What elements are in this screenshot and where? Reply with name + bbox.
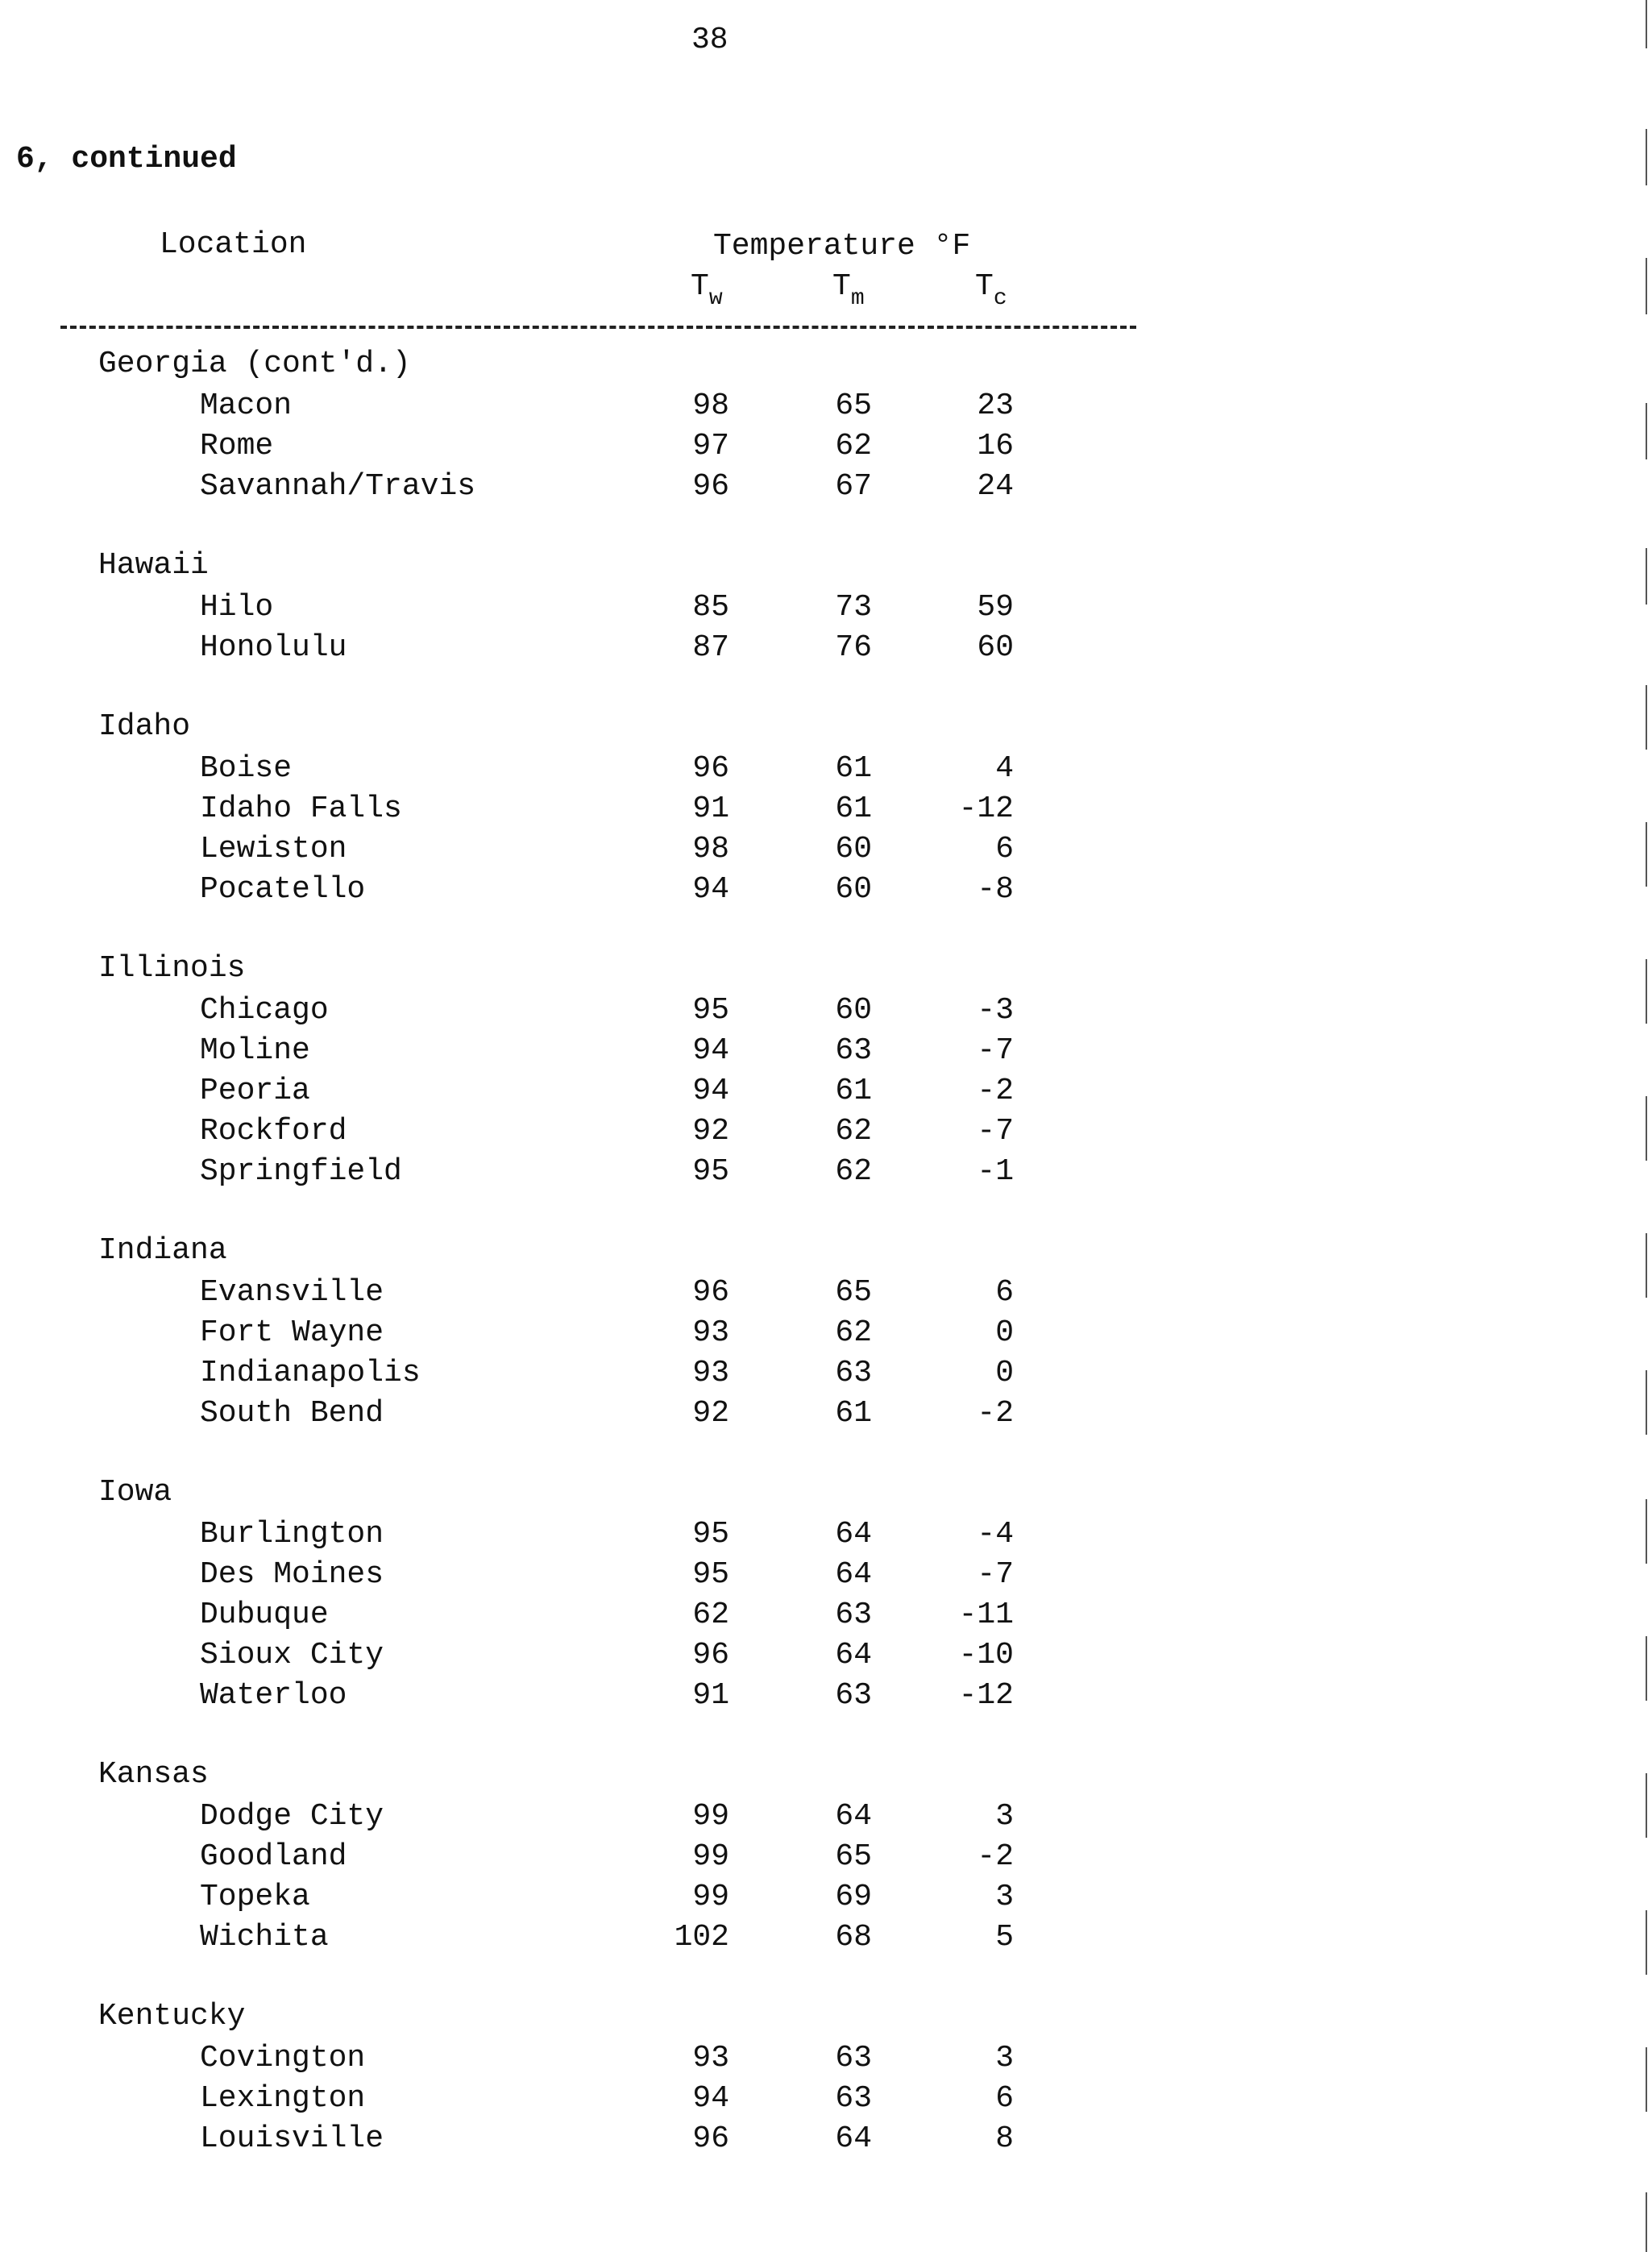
value-tm: 63 <box>835 1598 872 1632</box>
value-tm: 60 <box>835 993 872 1028</box>
value-tc: 59 <box>977 590 1014 625</box>
value-tc: -3 <box>977 993 1014 1028</box>
state-label: Idaho <box>98 709 191 744</box>
value-tc: -7 <box>977 1033 1014 1068</box>
city-name: Burlington <box>200 1517 384 1552</box>
state-label: Hawaii <box>98 548 209 583</box>
value-tw: 97 <box>692 429 729 463</box>
value-tw: 99 <box>692 1839 729 1874</box>
value-tw: 92 <box>692 1396 729 1431</box>
value-tw: 93 <box>692 1315 729 1350</box>
value-tm: 69 <box>835 1880 872 1914</box>
city-name: Dubuque <box>200 1598 329 1632</box>
state-label: Iowa <box>98 1475 172 1510</box>
value-tw: 94 <box>692 1033 729 1068</box>
header-divider <box>60 326 1136 329</box>
value-tc: -2 <box>977 1074 1014 1108</box>
value-tw: 96 <box>692 751 729 786</box>
city-name: Rockford <box>200 1114 347 1149</box>
margin-mark <box>1646 1096 1647 1161</box>
col-sub: m <box>850 286 865 311</box>
value-tw: 95 <box>692 1154 729 1189</box>
city-name: Goodland <box>200 1839 347 1874</box>
city-name: Covington <box>200 2041 366 2075</box>
city-name: Dodge City <box>200 1799 384 1834</box>
value-tw: 98 <box>692 832 729 866</box>
margin-mark <box>1646 1636 1647 1701</box>
value-tm: 64 <box>835 1638 872 1672</box>
value-tm: 61 <box>835 1396 872 1431</box>
city-name: Moline <box>200 1033 310 1068</box>
margin-mark <box>1646 2047 1647 2112</box>
value-tc: 5 <box>995 1920 1014 1955</box>
value-tw: 96 <box>692 2121 729 2156</box>
state-label: Kansas <box>98 1757 209 1792</box>
city-name: Idaho Falls <box>200 792 402 826</box>
value-tm: 73 <box>835 590 872 625</box>
value-tc: 0 <box>995 1356 1014 1390</box>
margin-mark <box>1646 403 1647 459</box>
value-tc: -8 <box>977 872 1014 907</box>
margin-mark <box>1646 1499 1647 1564</box>
value-tw: 91 <box>692 792 729 826</box>
value-tc: -7 <box>977 1557 1014 1592</box>
value-tm: 65 <box>835 388 872 423</box>
value-tc: 6 <box>995 2081 1014 2116</box>
value-tc: 3 <box>995 2041 1014 2075</box>
value-tw: 98 <box>692 388 729 423</box>
value-tc: 0 <box>995 1315 1014 1350</box>
value-tm: 76 <box>835 630 872 665</box>
value-tm: 63 <box>835 2081 872 2116</box>
value-tm: 65 <box>835 1839 872 1874</box>
margin-mark <box>1646 0 1647 48</box>
col-base: T <box>975 269 994 304</box>
value-tm: 61 <box>835 1074 872 1108</box>
city-name: South Bend <box>200 1396 384 1431</box>
value-tw: 99 <box>692 1880 729 1914</box>
value-tc: -12 <box>958 792 1014 826</box>
page-number: 38 <box>691 23 728 57</box>
city-name: Wichita <box>200 1920 329 1955</box>
value-tm: 63 <box>835 1033 872 1068</box>
city-name: Louisville <box>200 2121 384 2156</box>
margin-mark <box>1646 1370 1647 1435</box>
value-tm: 62 <box>835 1315 872 1350</box>
value-tw: 95 <box>692 993 729 1028</box>
col-sub: w <box>708 286 723 311</box>
margin-mark <box>1646 685 1647 750</box>
value-tw: 96 <box>692 1275 729 1310</box>
col-base: T <box>832 269 851 304</box>
value-tm: 62 <box>835 1154 872 1189</box>
value-tc: 6 <box>995 832 1014 866</box>
value-tw: 96 <box>692 469 729 504</box>
city-name: Indianapolis <box>200 1356 421 1390</box>
city-name: Macon <box>200 388 293 423</box>
margin-mark <box>1646 2192 1647 2252</box>
city-name: Rome <box>200 429 274 463</box>
city-name: Chicago <box>200 993 329 1028</box>
value-tc: 6 <box>995 1275 1014 1310</box>
temperature-header: Temperature °F <box>713 229 971 264</box>
city-name: Evansville <box>200 1275 384 1310</box>
col-header-tm <box>832 269 865 311</box>
value-tc: -7 <box>977 1114 1014 1149</box>
value-tm: 68 <box>835 1920 872 1955</box>
city-name: Des Moines <box>200 1557 384 1592</box>
margin-mark <box>1646 1773 1647 1838</box>
value-tm: 63 <box>835 1356 872 1390</box>
value-tc: 23 <box>977 388 1014 423</box>
value-tw: 87 <box>692 630 729 665</box>
value-tc: 24 <box>977 469 1014 504</box>
city-name: Lewiston <box>200 832 347 866</box>
value-tc: 16 <box>977 429 1014 463</box>
value-tw: 91 <box>692 1678 729 1713</box>
value-tm: 62 <box>835 429 872 463</box>
value-tw: 102 <box>674 1920 729 1955</box>
city-name: Sioux City <box>200 1638 384 1672</box>
value-tw: 96 <box>692 1638 729 1672</box>
city-name: Waterloo <box>200 1678 347 1713</box>
value-tw: 85 <box>692 590 729 625</box>
margin-mark <box>1646 1233 1647 1298</box>
city-name: Springfield <box>200 1154 402 1189</box>
value-tm: 61 <box>835 751 872 786</box>
col-base: T <box>691 269 709 304</box>
value-tw: 93 <box>692 1356 729 1390</box>
value-tm: 64 <box>835 1799 872 1834</box>
value-tm: 60 <box>835 872 872 907</box>
col-sub: c <box>993 286 1007 311</box>
value-tm: 63 <box>835 1678 872 1713</box>
value-tc: 3 <box>995 1799 1014 1834</box>
value-tm: 61 <box>835 792 872 826</box>
value-tm: 67 <box>835 469 872 504</box>
value-tw: 99 <box>692 1799 729 1834</box>
city-name: Savannah/Travis <box>200 469 476 504</box>
col-header-tc <box>975 269 1007 311</box>
city-name: Peoria <box>200 1074 310 1108</box>
value-tc: -12 <box>958 1678 1014 1713</box>
value-tc: 60 <box>977 630 1014 665</box>
state-label: Kentucky <box>98 1999 246 2034</box>
value-tw: 95 <box>692 1557 729 1592</box>
city-name: Topeka <box>200 1880 310 1914</box>
value-tm: 63 <box>835 2041 872 2075</box>
value-tc: -2 <box>977 1396 1014 1431</box>
city-name: Lexington <box>200 2081 366 2116</box>
value-tw: 93 <box>692 2041 729 2075</box>
value-tc: -1 <box>977 1154 1014 1189</box>
value-tc: -11 <box>958 1598 1014 1632</box>
value-tm: 60 <box>835 832 872 866</box>
value-tc: 3 <box>995 1880 1014 1914</box>
city-name: Boise <box>200 751 293 786</box>
value-tw: 94 <box>692 1074 729 1108</box>
value-tw: 62 <box>692 1598 729 1632</box>
value-tm: 65 <box>835 1275 872 1310</box>
section-title: 6, continued <box>16 142 237 177</box>
value-tc: -10 <box>958 1638 1014 1672</box>
value-tm: 64 <box>835 1557 872 1592</box>
state-label: Indiana <box>98 1233 227 1268</box>
value-tc: -4 <box>977 1517 1014 1552</box>
value-tm: 64 <box>835 2121 872 2156</box>
margin-mark <box>1646 258 1647 314</box>
city-name: Hilo <box>200 590 274 625</box>
city-name: Pocatello <box>200 872 366 907</box>
value-tc: -2 <box>977 1839 1014 1874</box>
value-tc: 4 <box>995 751 1014 786</box>
margin-mark <box>1646 1910 1647 1975</box>
value-tm: 64 <box>835 1517 872 1552</box>
margin-mark <box>1646 959 1647 1024</box>
state-label: Georgia (cont'd.) <box>98 347 411 381</box>
city-name: Fort Wayne <box>200 1315 384 1350</box>
state-label: Illinois <box>98 951 246 986</box>
location-header: Location <box>160 227 307 262</box>
value-tw: 92 <box>692 1114 729 1149</box>
value-tw: 94 <box>692 2081 729 2116</box>
value-tw: 94 <box>692 872 729 907</box>
col-header-tw <box>691 269 723 311</box>
value-tw: 95 <box>692 1517 729 1552</box>
margin-mark <box>1646 129 1647 185</box>
margin-mark <box>1646 822 1647 887</box>
margin-mark <box>1646 548 1647 605</box>
value-tc: 8 <box>995 2121 1014 2156</box>
city-name: Honolulu <box>200 630 347 665</box>
value-tm: 62 <box>835 1114 872 1149</box>
